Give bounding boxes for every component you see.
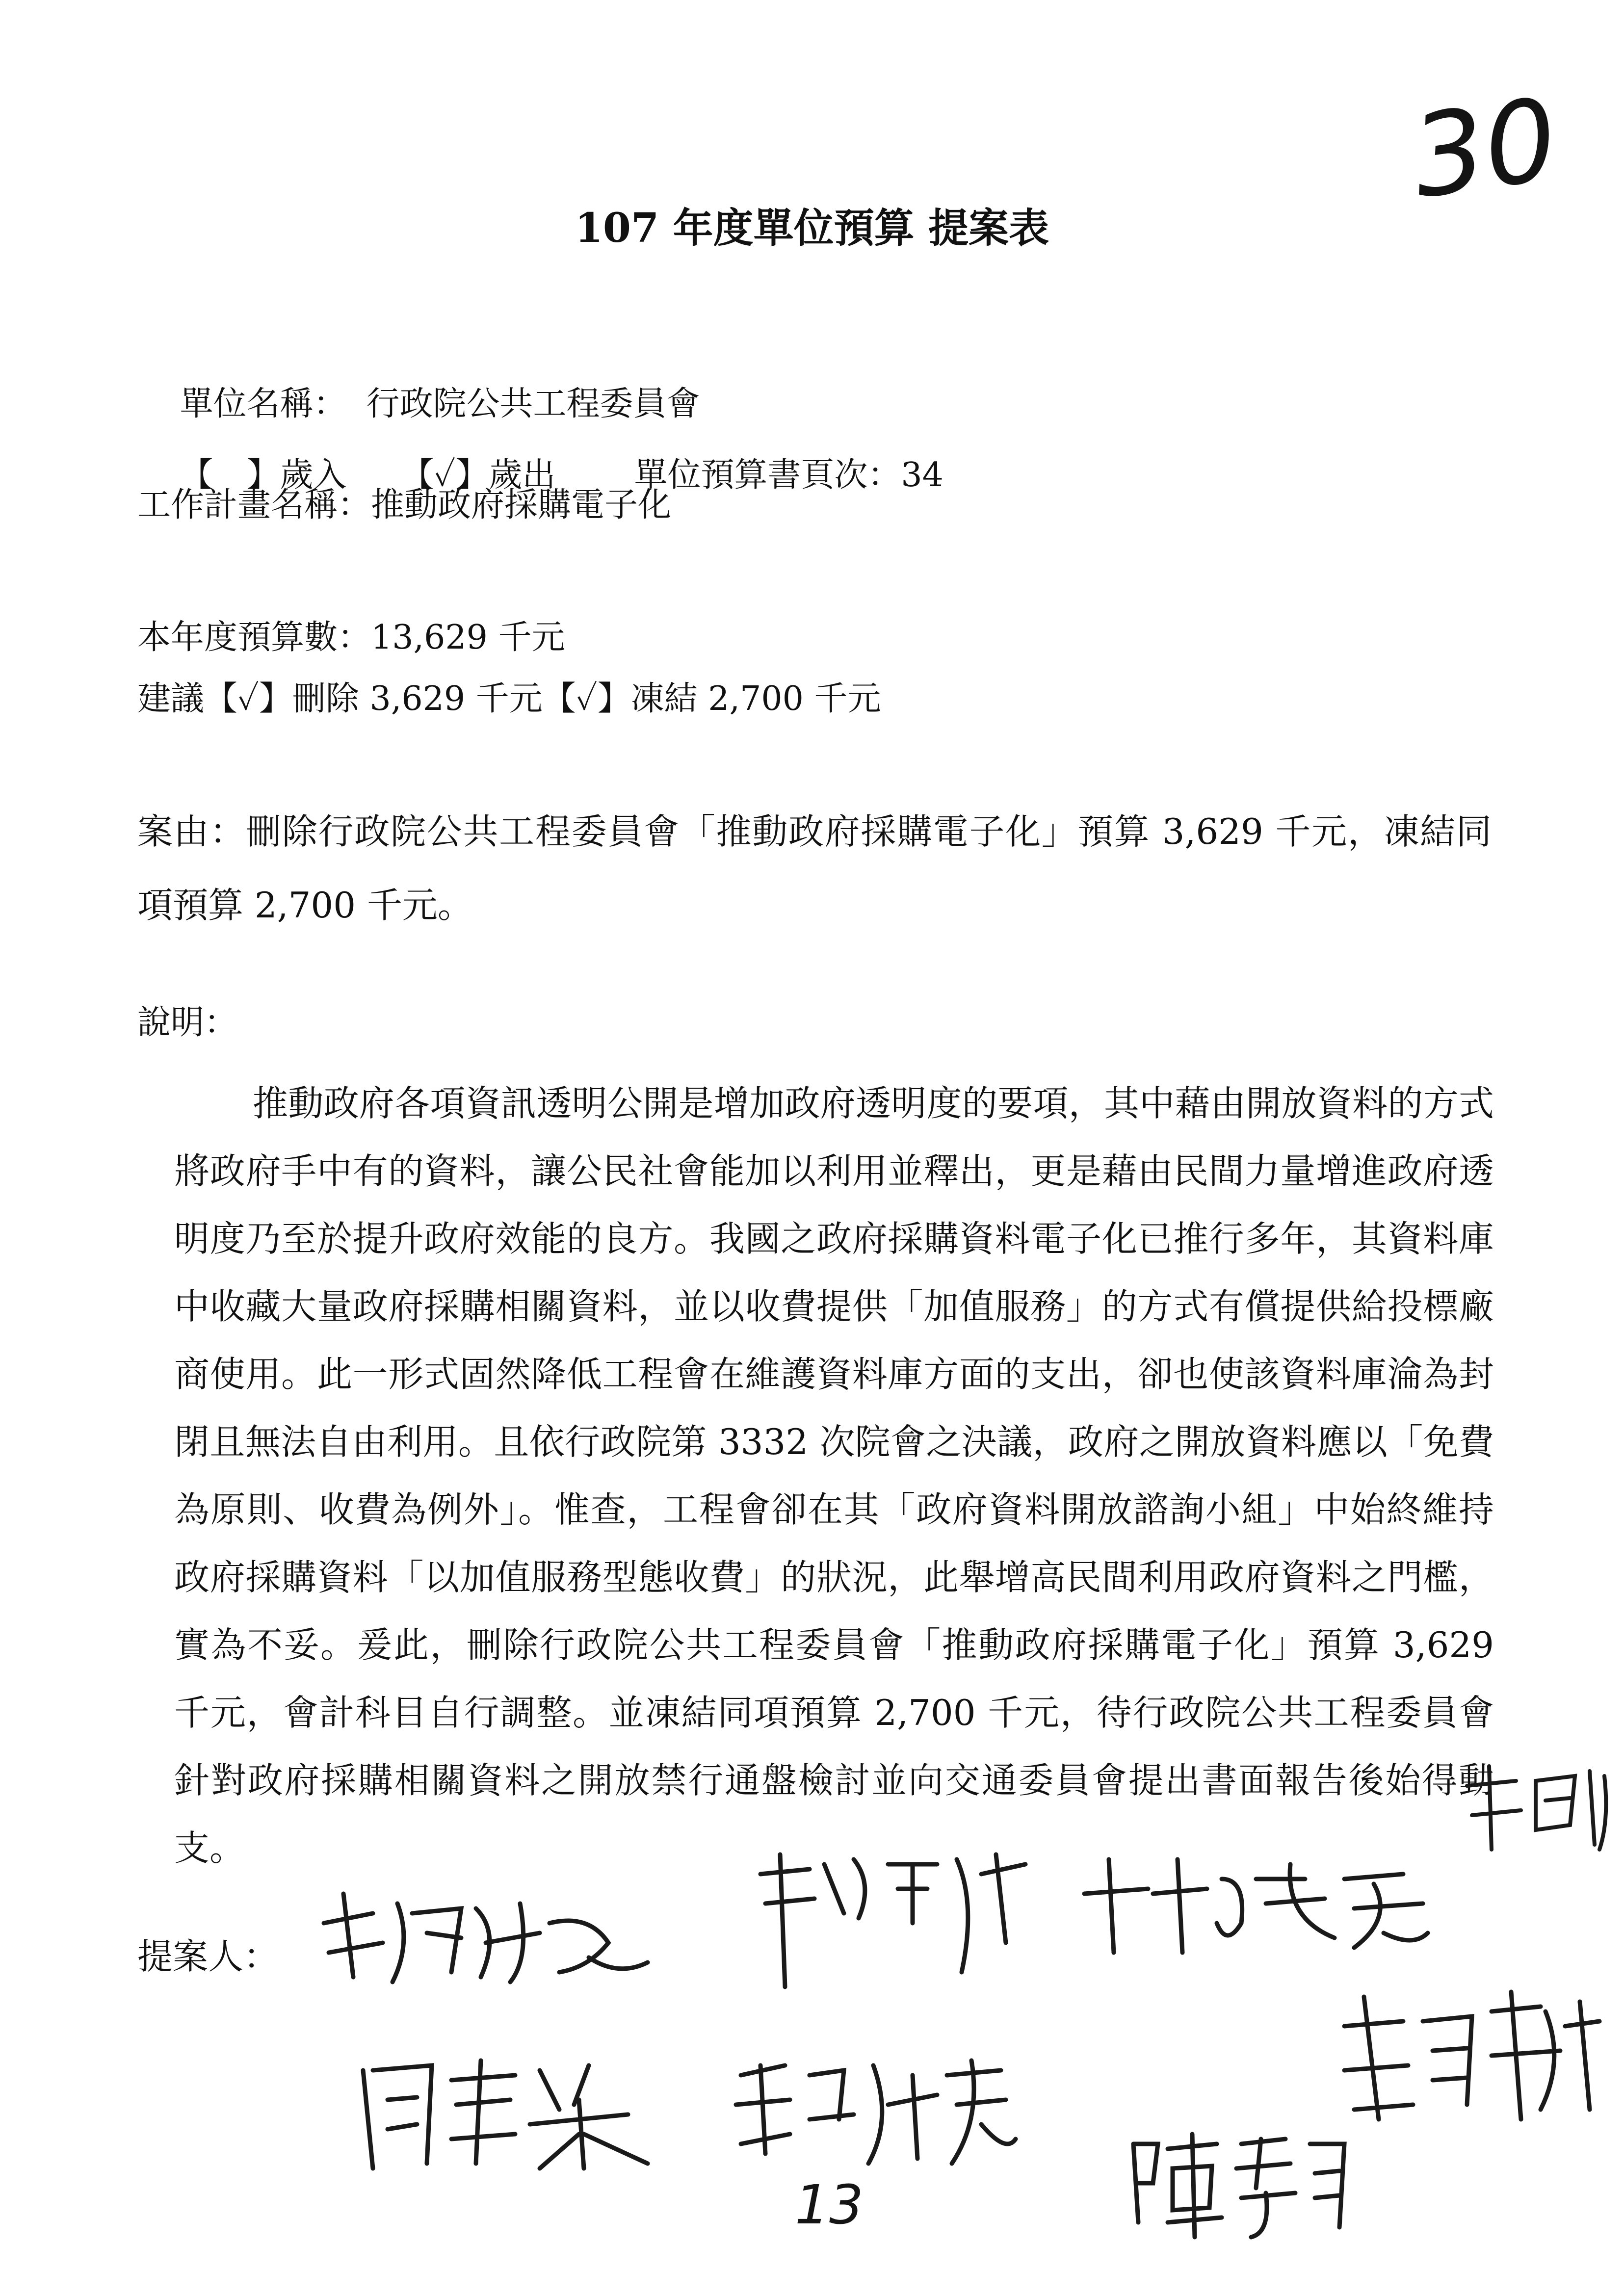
revenue-checkbox-label: 【 】歲入 xyxy=(180,456,347,495)
signature-6 xyxy=(726,2046,1021,2173)
plan-name: 工作計畫名稱：推動政府採購電子化 xyxy=(137,486,672,524)
explanation-label: 說明： xyxy=(137,1003,238,1042)
page-title: 107 年度單位預算 提案表 xyxy=(575,205,1049,252)
annual-budget: 本年度預算數：13,629 千元 xyxy=(137,618,565,657)
signature-7 xyxy=(1335,1982,1609,2129)
signature-3 xyxy=(1079,1850,1433,1957)
signature-4 xyxy=(1462,1761,1614,1854)
suggestion: 建議【✓】刪除 3,629 千元【✓】凍結 2,700 千元 xyxy=(137,679,881,718)
handwritten-page-number: 30 xyxy=(1404,74,1565,224)
signature-1 xyxy=(314,1884,657,1992)
budget-page-label: 單位預算書頁次：34 xyxy=(634,456,943,495)
signature-5 xyxy=(353,2051,667,2173)
explanation-paragraph: 推動政府各項資訊透明公開是增加政府透明度的要項，其中藉由開放資料的方式將政府手中有的資料，讓公民社會能加以利用並釋出，更是藉由民間力量增進政府透明度乃至於提升政府效能的良方。我國之政府採購資料電子化已推行多年，其資料庫中收藏大量政府採購相關資料，並以收費提供「加值服務」的方式有償提供給投標廠商使用。此一形式固然降低工程會在維護資料庫方面的支出，卻也使該資料庫淪為封閉且無法自由利用。且依行政院第 3332 次院會之決議，政府之開放資料應以「免費為原則、收費為例外」。惟查，工程會卻在其「政府資料開放諮詢小組」中始終維持政府採購資料「以加值服務型態收費」的狀況，此舉增高民間利用政府資料之門檻，實為不妥。爰此，刪除行政院公共工程委員會「推動政府採購電子化」預算 3,629 千元，會計科目自行調整。並凍結同項預算 2,700 千元，待行政院公共工程委員會針對政府採購相關資料之開放禁行通盤檢討並向交通委員會提出書面報告後始得動支。 xyxy=(174,1083,1494,1869)
proposer-label: 提案人： xyxy=(137,1936,279,1977)
unit-name-value: 行政院公共工程委員會 xyxy=(366,385,700,423)
signature-8 xyxy=(1124,2124,1354,2242)
expenditure-checkbox-label: 【✓】歲出 xyxy=(400,456,556,495)
signature-2 xyxy=(751,1845,1045,1992)
footer-page-number: 13 xyxy=(795,2173,864,2236)
unit-name-label: 單位名稱： xyxy=(180,385,347,423)
reason-paragraph: 案由：刪除行政院公共工程委員會「推動政府採購電子化」預算 3,629 千元，凍結同項預算 2,700 千元。 xyxy=(137,811,1492,926)
